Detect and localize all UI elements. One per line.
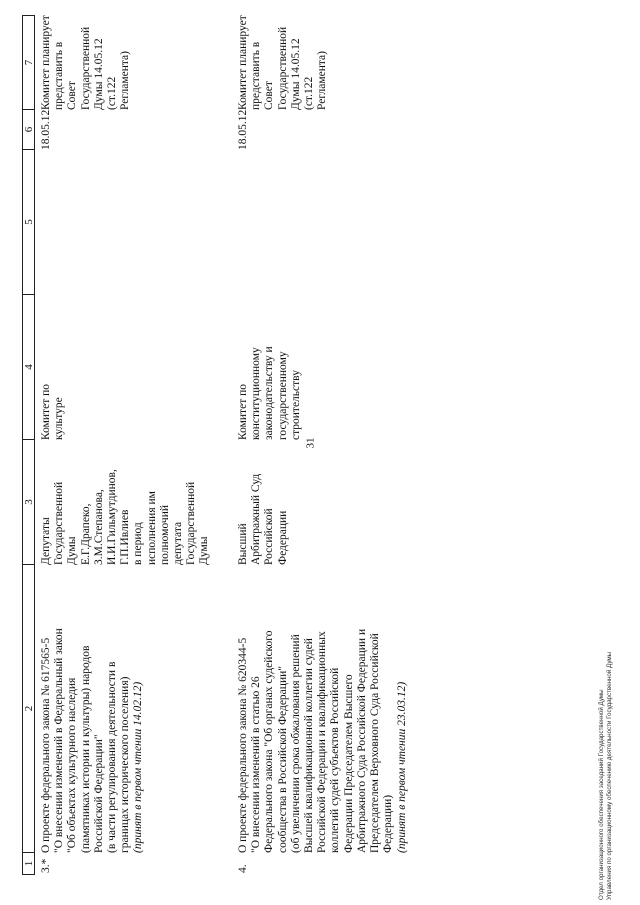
column-header-3: 3 xyxy=(22,440,35,565)
column-header-4: 4 xyxy=(22,295,35,440)
footer xyxy=(598,652,614,900)
column-header-6: 6 xyxy=(22,110,35,150)
footer-line-2: Управления по организационному обеспечению деятельности Государственной Думы xyxy=(606,651,613,900)
column-header-7: 7 xyxy=(22,15,35,110)
bill-title: О проекте федерального закона № 617565-5 "О внесении изменений в Федеральный закон "Об объектах культурного наследия (памятниках истории и культуры) народов Российской Федерации" (в части регулирования деятельности в границах исторического поселения) xyxy=(40,628,132,853)
row-number: 4. xyxy=(237,864,249,873)
agenda-table xyxy=(22,15,622,875)
column-header-2: 2 xyxy=(22,565,35,853)
column-header-1: 1 xyxy=(22,853,35,875)
column-header-5: 5 xyxy=(22,150,35,295)
footer-line-1: Отдел организационного обеспечения заседаний Государственной Думы xyxy=(598,689,605,900)
row-number: 3.* xyxy=(40,858,52,873)
date: 18.05.12 xyxy=(237,109,249,150)
responsible-committee: Комитет по конституционному законодательству и государственному строительству xyxy=(237,346,302,440)
bill-title: О проекте федерального закона № 620344-5 "О внесении изменений в статью 26 Федерального закона "Об органах судейского сообщества в Российской Федерации" (об увеличении срока обжалования решений Высшей квалификационной коллегии судей Российской Федерации и квалификационных коллегий судей субъектов Российской Федерации Председателем Высшего Арбитражного Суда Российской Федерации и Председателем Верховного Суда Российской Федерации) xyxy=(237,628,395,853)
bill-author: Высший Арбитражный Суд Российской Федерации xyxy=(237,473,289,565)
date: 18.05.12 xyxy=(40,109,52,150)
note: Комитет планирует представить в Совет Государственной Думы 14.05.12 (ст.122 Регламента) xyxy=(237,15,329,110)
rotated-page xyxy=(22,15,622,875)
note: Комитет планирует представить в Совет Государственной Думы 14.05.12 (ст.122 Регламента) xyxy=(40,15,132,110)
responsible-committee: Комитет по культуре xyxy=(40,384,66,440)
bill-author: Депутаты Государственной Думы Е.Г.Драпеко, З.М.Степанова, И.И.Гильмутдинов, Г.П.Ивлиев в период исполнения им полномочий депутата Государственной Думы xyxy=(40,469,211,565)
bill-status: (принят в первом чтении 14.02.12) xyxy=(132,681,144,853)
page-number: 31 xyxy=(304,437,317,449)
bill-status: (принят в первом чтении 23.03.12) xyxy=(396,681,408,853)
